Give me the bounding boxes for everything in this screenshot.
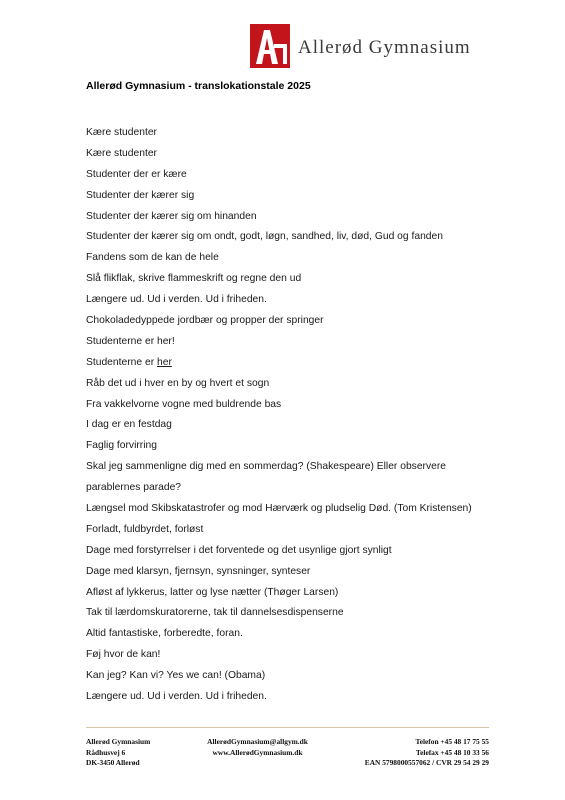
footer-ean-cvr: EAN 5798000557062 / CVR 29 54 29 29 bbox=[364, 758, 489, 767]
speech-line: Slå flikflak, skrive flammeskrift og regne den ud bbox=[86, 273, 302, 285]
footer-website-link[interactable]: www.AllerødGymnasium.dk bbox=[212, 747, 303, 757]
speech-line: Studenterne er her! bbox=[86, 335, 175, 347]
speech-line: Studenter der er kære bbox=[86, 168, 187, 180]
footer-address bbox=[86, 737, 150, 769]
speech-line: Studenter der kærer sig bbox=[86, 189, 195, 201]
speech-line: Forladt, fuldbyrdet, forløst bbox=[86, 523, 204, 535]
speech-line: Tak til lærdomskuratorerne, tak til dannelsesdispenserne bbox=[86, 607, 344, 619]
speech-line: Kære studenter bbox=[86, 147, 157, 159]
footer-fax: Telefax +45 48 10 33 56 bbox=[415, 747, 489, 757]
footer-city: DK-3450 Allerød bbox=[86, 758, 140, 767]
footer-street: Rådhusvej 6 bbox=[86, 747, 126, 757]
speech-line: Føj hvor de kan! bbox=[86, 649, 161, 661]
speech-line: Chokoladedyppede jordbær og propper der springer bbox=[86, 315, 324, 327]
footer-email-link[interactable]: AllerødGymnasium@allgym.dk bbox=[207, 737, 308, 746]
speech-line: Dage med forstyrrelser i det forventede og det usynlige gjort synligt bbox=[86, 544, 392, 556]
speech-line: parablernes parade? bbox=[86, 482, 182, 494]
speech-line-text: Studenterne er bbox=[86, 356, 157, 368]
footer-phone: Telefon +45 48 17 75 55 bbox=[415, 737, 489, 746]
speech-line: Faglig forvirring bbox=[86, 440, 157, 452]
speech-line: Studenter der kærer sig om ondt, godt, løgn, sandhed, liv, død, Gud og fanden bbox=[86, 231, 443, 243]
speech-line: I dag er en festdag bbox=[86, 419, 172, 431]
speech-line: Dage med klarsyn, fjernsyn, synsninger, synteser bbox=[86, 565, 311, 577]
footer-divider bbox=[86, 727, 489, 728]
speech-line: Fra vakkelvorne vogne med buldrende bas bbox=[86, 398, 282, 410]
underlined-word: her bbox=[156, 356, 172, 368]
footer bbox=[86, 737, 489, 769]
speech-line: Længsel mod Skibskatastrofer og mod Hærværk og pludselig Død. (Tom Kristensen) bbox=[86, 503, 472, 515]
logo-wordmark: Allerød Gymnasium bbox=[298, 37, 471, 58]
speech-line: Fandens som de kan de hele bbox=[86, 252, 219, 264]
speech-line: Længere ud. Ud i verden. Ud i friheden. bbox=[86, 691, 267, 703]
speech-line: Afløst af lykkerus, latter og lyse nætter (Thøger Larsen) bbox=[86, 586, 339, 598]
speech-line: Råb det ud i hver en by og hvert et sogn bbox=[86, 377, 270, 389]
school-logo bbox=[250, 24, 471, 68]
footer-school-name: Allerød Gymnasium bbox=[86, 737, 151, 746]
speech-line: Studenter der kærer sig om hinanden bbox=[86, 210, 257, 222]
speech-line: Skal jeg sammenligne dig med en sommerdag? (Shakespeare) Eller observere bbox=[86, 461, 446, 473]
footer-contact bbox=[207, 737, 308, 769]
footer-numbers bbox=[365, 737, 489, 769]
document-title: Allerød Gymnasium - translokationstale 2025 bbox=[86, 80, 311, 92]
speech-line: Altid fantastiske, forberedte, foran. bbox=[86, 628, 243, 640]
speech-line-underlined bbox=[86, 353, 506, 374]
speech-line: Kan jeg? Kan vi? Yes we can! (Obama) bbox=[86, 670, 266, 682]
ag-logo-icon bbox=[250, 24, 290, 68]
speech-line: Længere ud. Ud i verden. Ud i friheden. bbox=[86, 294, 267, 306]
speech-line: Kære studenter bbox=[86, 127, 157, 138]
speech-text bbox=[86, 123, 506, 708]
